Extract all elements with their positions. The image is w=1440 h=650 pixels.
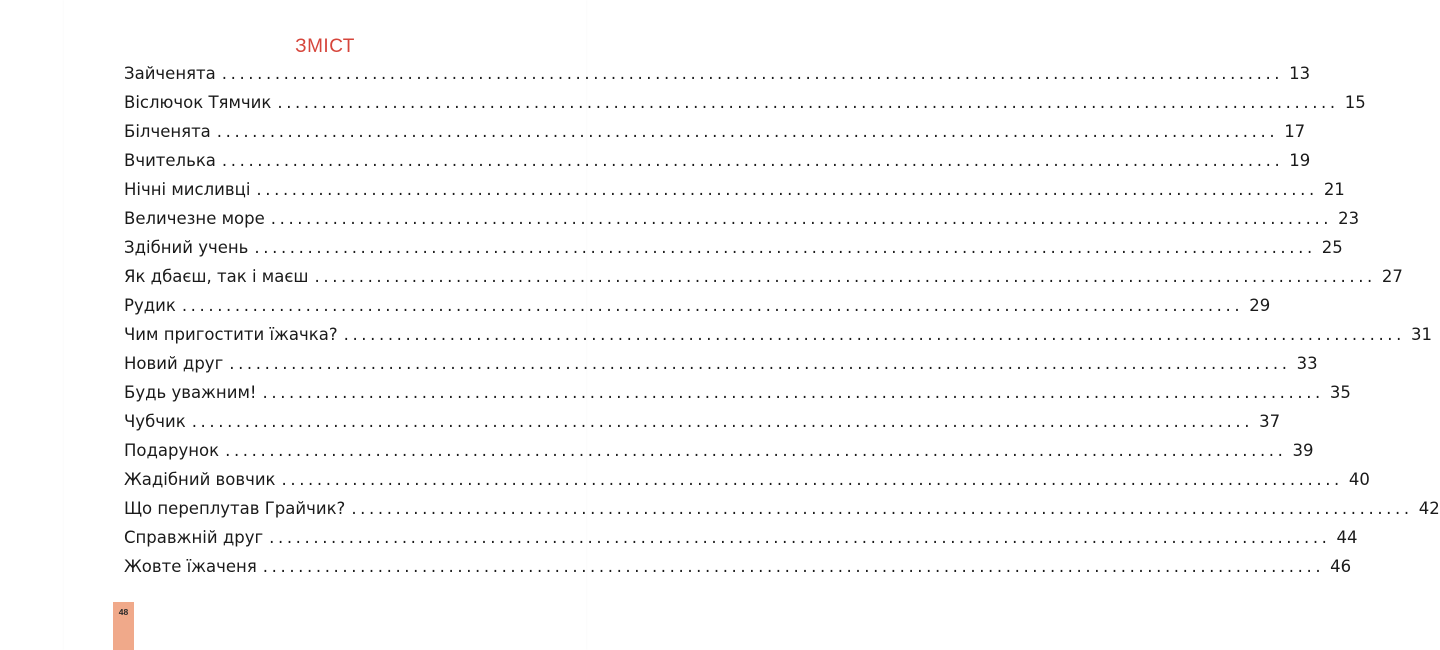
toc-entry-title: Справжній друг xyxy=(124,528,264,547)
toc-entry-title: Жовте їжаченя xyxy=(124,557,257,576)
toc-entry-page: 33 xyxy=(1296,354,1318,373)
toc-dot-leader: ........................................................................................................................ xyxy=(216,122,1279,141)
toc-entry-page: 25 xyxy=(1321,238,1343,257)
toc-entry-page: 42 xyxy=(1418,499,1440,518)
toc-entry-page: 29 xyxy=(1249,296,1271,315)
contents-title: ЗМІСТ xyxy=(295,36,355,57)
toc-entry-page: 31 xyxy=(1411,325,1432,344)
toc-entry xyxy=(124,557,1352,586)
toc-entry xyxy=(124,64,1311,93)
toc-entry xyxy=(124,499,1440,528)
toc-dot-leader: ........................................................................................................................ xyxy=(221,151,1284,170)
toc-entry xyxy=(124,383,1351,412)
toc-entry xyxy=(124,93,1366,122)
toc-entry-page: 23 xyxy=(1338,209,1360,228)
toc-dot-leader: ........................................................................................................................ xyxy=(269,528,1331,547)
table-of-contents xyxy=(124,64,1440,586)
toc-entry xyxy=(124,209,1360,238)
toc-entry-title: Що переплутав Грайчик? xyxy=(124,499,346,518)
toc-entry xyxy=(124,151,1311,180)
toc-entry-title: Вчителька xyxy=(124,151,216,170)
toc-entry-page: 13 xyxy=(1289,64,1311,83)
toc-entry xyxy=(124,528,1358,557)
toc-entry-page: 40 xyxy=(1348,470,1370,489)
toc-entry xyxy=(124,354,1318,383)
toc-entry-page: 37 xyxy=(1259,412,1281,431)
toc-entry xyxy=(124,267,1403,296)
toc-entry-title: Чубчик xyxy=(124,412,186,431)
toc-dot-leader: ........................................................................................................................ xyxy=(277,93,1339,112)
toc-entry-page: 27 xyxy=(1381,267,1403,286)
toc-dot-leader: ........................................................................................................................ xyxy=(351,499,1413,518)
toc-entry xyxy=(124,296,1271,325)
toc-dot-leader: ........................................................................................................................ xyxy=(225,441,1287,460)
toc-entry-page: 44 xyxy=(1336,528,1358,547)
toc-entry-title: Будь уважним! xyxy=(124,383,257,402)
toc-entry xyxy=(124,180,1345,209)
toc-entry xyxy=(124,470,1370,499)
toc-entry-title: Білченята xyxy=(124,122,211,141)
toc-dot-leader: ........................................................................................................................ xyxy=(262,383,1324,402)
toc-dot-leader: ........................................................................................................................ xyxy=(181,296,1244,315)
toc-entry-title: Подарунок xyxy=(124,441,220,460)
toc-entry xyxy=(124,238,1343,267)
toc-entry-page: 39 xyxy=(1292,441,1314,460)
toc-entry-page: 19 xyxy=(1289,151,1311,170)
toc-entry xyxy=(124,441,1314,470)
toc-entry-title: Чим пригостити їжачка? xyxy=(124,325,338,344)
toc-entry-title: Рудик xyxy=(124,296,176,315)
toc-dot-leader: ........................................................................................................................ xyxy=(343,325,1405,344)
toc-dot-leader: ........................................................................................................................ xyxy=(229,354,1291,373)
page-number: 48 xyxy=(118,607,129,617)
toc-entry-title: Зайченята xyxy=(124,64,216,83)
toc-entry-page: 17 xyxy=(1284,122,1306,141)
toc-dot-leader: ........................................................................................................................ xyxy=(270,209,1333,228)
toc-dot-leader: ........................................................................................................................ xyxy=(191,412,1254,431)
toc-entry xyxy=(124,122,1306,151)
toc-entry-title: Здібний учень xyxy=(124,238,249,257)
toc-dot-leader: ........................................................................................................................ xyxy=(254,238,1316,257)
toc-dot-leader: ........................................................................................................................ xyxy=(256,180,1318,199)
toc-dot-leader: ........................................................................................................................ xyxy=(262,557,1325,576)
toc-entry-title: Віслючок Тямчик xyxy=(124,93,272,112)
toc-entry-title: Жадібний вовчик xyxy=(124,470,276,489)
toc-entry-title: Нічні мисливці xyxy=(124,180,251,199)
toc-entry-page: 21 xyxy=(1323,180,1345,199)
toc-entry xyxy=(124,412,1281,441)
toc-entry-page: 46 xyxy=(1330,557,1352,576)
toc-dot-leader: ........................................................................................................................ xyxy=(221,64,1284,83)
toc-entry-page: 35 xyxy=(1329,383,1351,402)
toc-entry-page: 15 xyxy=(1344,93,1366,112)
toc-entry xyxy=(124,325,1432,354)
toc-entry-title: Величезне море xyxy=(124,209,265,228)
toc-dot-leader: ........................................................................................................................ xyxy=(281,470,1343,489)
toc-dot-leader: ........................................................................................................................ xyxy=(314,267,1376,286)
toc-entry-title: Новий друг xyxy=(124,354,224,373)
toc-entry-title: Як дбаєш, так і маєш xyxy=(124,267,309,286)
